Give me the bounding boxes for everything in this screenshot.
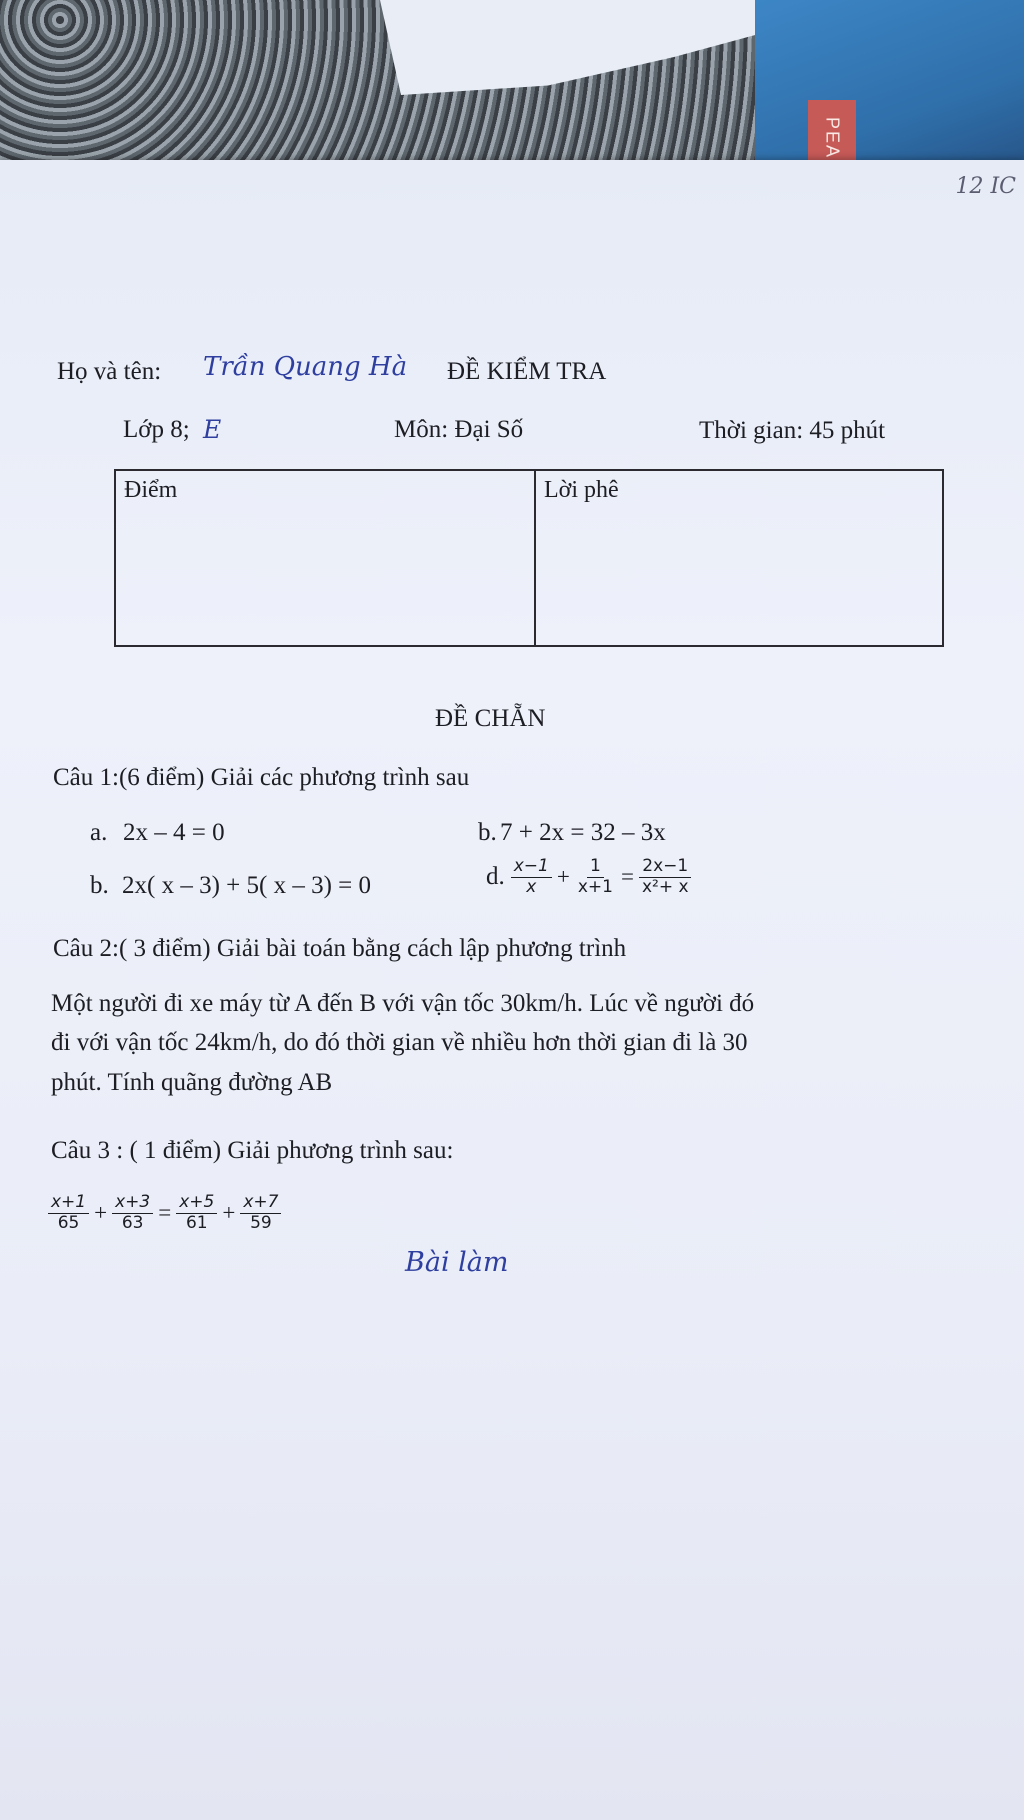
q3-f2-den: 63 [121,1212,144,1233]
q1-b2-label: b. [90,872,109,899]
comment-cell [536,471,942,645]
q1-d-equals: = [620,864,634,890]
q3-f4-den: 59 [250,1212,272,1233]
q1-d-f1-den: x [526,876,537,897]
q3-f3-den: 61 [185,1212,208,1233]
q1-a-equation: 2x – 4 = 0 [123,819,225,846]
q3-fraction-4 [240,1193,281,1233]
q3-heading: Câu 3 : ( 1 điểm) Giải phương trình sau: [51,1137,454,1164]
q1-d-f2-den: x+1 [577,876,613,897]
q2-heading: Câu 2:( 3 điểm) Giải bài toán bằng cách lập phương trình [53,935,627,962]
q3-fraction-2 [112,1193,153,1233]
q2-body-line-2: đi với vận tốc 24km/h, do đó thời gian về nhiều hơn thời gian đi là 30 [51,1029,748,1056]
corner-note: 12 IC [955,174,1016,199]
q3-f2-num: x+3 [112,1193,153,1214]
score-cell [116,471,536,645]
class-label: Lớp 8; [123,416,190,443]
time-label: Thời gian: 45 phút [699,417,886,444]
q3-equation [46,1193,283,1233]
q1-b1-equation: 7 + 2x = 32 – 3x [500,819,666,846]
q2-body-line-1: Một người đi xe máy từ A đến B với vận tốc 30km/h. Lúc về người đó [51,990,755,1017]
q1-b2-equation: 2x( x – 3) + 5( x – 3) = 0 [122,872,371,899]
q2-body-line-3: phút. Tính quãng đường AB [51,1069,333,1096]
q1-d-f3-num: 2x−1 [639,857,691,878]
q3-fraction-3 [176,1193,217,1233]
q1-b1-label: b. [478,819,497,846]
class-value-handwritten: E [203,415,222,444]
towel-label-tag: PEA [808,100,856,176]
q1-d-f1-num: x−1 [511,857,552,878]
q3-equals: = [158,1200,172,1226]
q1-d-equation [486,857,694,897]
q1-heading: Câu 1:(6 điểm) Giải các phương trình sau [53,764,470,791]
exam-title: ĐỀ KIỂM TRA [447,358,607,385]
student-name-handwritten: Trần Quang Hà [203,352,408,382]
q1-a-label: a. [90,819,108,846]
q1-d-fraction-3 [639,857,692,897]
exam-sheet [0,160,1024,1820]
q1-d-label: d. [486,863,505,891]
q3-plus-2: + [222,1200,236,1226]
q1-d-fraction-1 [511,857,552,897]
exam-variant-heading: ĐỀ CHẴN [435,705,546,732]
name-label: Họ và tên: [57,358,162,385]
q3-f1-den: 65 [57,1212,80,1233]
q3-f1-num: x+1 [48,1193,89,1214]
score-label: Điểm [124,477,178,503]
q1-d-f2-num: 1 [587,857,604,878]
q1-d-fraction-2 [575,857,616,897]
q3-fraction-1 [48,1193,89,1233]
q3-plus-1: + [94,1200,108,1226]
q3-f3-num: x+5 [176,1193,217,1214]
grade-comment-box [114,469,944,647]
q1-d-plus: + [556,864,570,890]
q1-d-f3-den: x²+ x [641,876,689,897]
comment-label: Lời phê [544,477,619,503]
q3-f4-num: x+7 [240,1193,281,1214]
subject-label: Môn: Đại Số [394,416,524,443]
work-label-handwritten: Bài làm [405,1247,509,1278]
